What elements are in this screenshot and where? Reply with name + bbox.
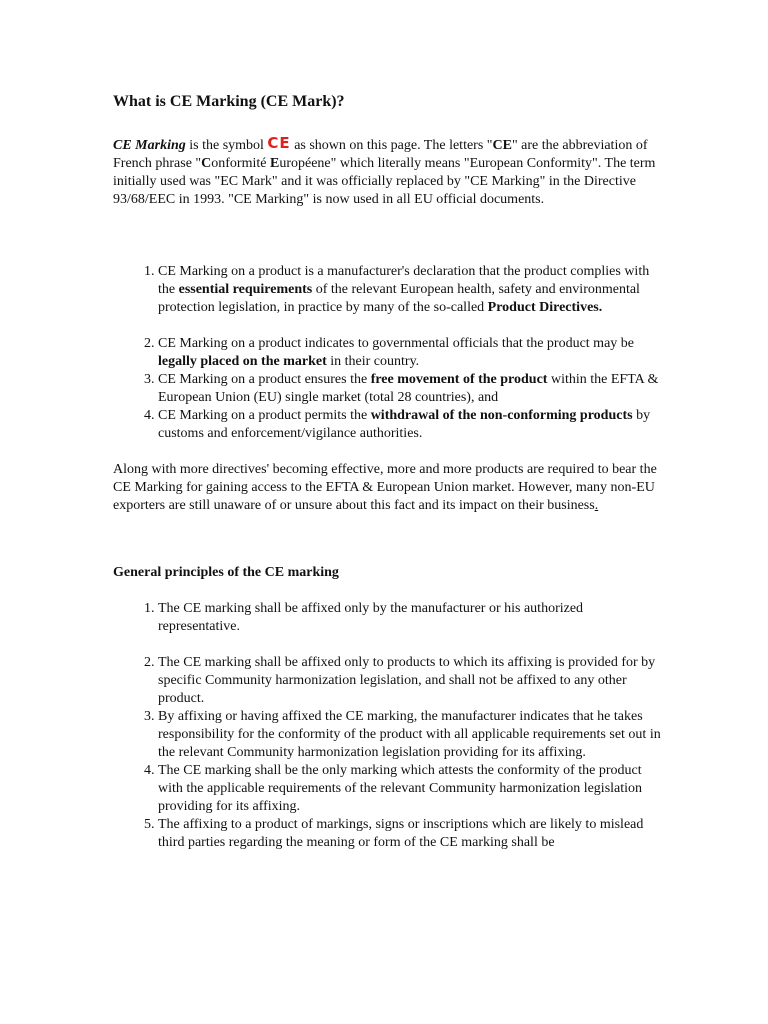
list-item — [158, 263, 661, 317]
intro-text-2: as shown on this page. The letters " — [290, 138, 493, 153]
intro-e-rest: uropéene — [279, 156, 331, 171]
intro-text-3: " are the abbreviation of French phrase " — [113, 138, 648, 171]
list-item-text: CE Marking on a product permits the — [158, 408, 371, 423]
list-item: 3. By affixing or having affixed the CE marking, the manufacturer indicates that he takes responsibility for the conformity of the product with all applicable requirements set out in the relevant Community harmonization legislation providing for its affixing. — [158, 708, 661, 762]
list-item-bold: Product Directives. — [487, 300, 603, 315]
list-item: 4. The CE marking shall be the only marking which attests the conformity of the product with the applicable requirements of the relevant Community harmonization legislation providing for its affixing. — [158, 762, 661, 816]
list-item-text: within the EFTA & European Union (EU) single market (total 28 countries), and — [158, 372, 659, 405]
list-item-text: CE Marking on a product indicates to governmental officials that the product may be — [158, 336, 634, 351]
document-page — [113, 92, 661, 852]
list-item: 5. The affixing to a product of markings, signs or inscriptions which are likely to mislead third parties regarding the meaning or form of the CE marking shall be — [158, 816, 661, 852]
list-item-bold: withdrawal of the non-conforming products — [370, 408, 633, 423]
intro-paragraph — [113, 134, 661, 209]
intro-e-letter: E — [269, 156, 280, 171]
list-item: 1. The CE marking shall be affixed only by the manufacturer or his authorized representative. — [158, 600, 661, 636]
list-item-text: CE Marking on a product is a manufacturer's declaration that the product complies with the — [158, 264, 650, 297]
list-item-text: of the relevant European health, safety and environmental protection legislation, in practice by many of the so-called — [158, 282, 640, 315]
market-access-paragraph — [113, 461, 661, 515]
intro-letters: CE — [492, 138, 512, 153]
intro-c-rest: onformité — [211, 156, 270, 171]
list-item — [158, 371, 661, 407]
intro-text-4: " which literally means "European Conformity". The term initially used was "EC Mark" and it was officially replaced by "CE Marking" in the Directive 93/68/EEC in 1993. "CE Marking" is now used in all EU official documents. — [113, 156, 656, 207]
list-item — [158, 335, 661, 371]
list-item-text: CE Marking on a product ensures the — [158, 372, 371, 387]
intro-term: CE Marking — [113, 138, 186, 153]
ce-marking-benefits-list — [113, 263, 661, 443]
intro-c-letter: C — [201, 156, 212, 171]
list-item-text: in their country. — [326, 354, 420, 369]
section-subtitle: General principles of the CE marking — [113, 565, 339, 580]
page-title: What is CE Marking (CE Mark)? — [113, 93, 345, 110]
ce-symbol-icon: CE — [267, 134, 291, 152]
list-item-bold: essential requirements — [178, 282, 313, 297]
paragraph-end: . — [594, 498, 599, 513]
list-item — [158, 407, 661, 443]
general-principles-list — [113, 600, 661, 852]
list-item-bold: free movement of the product — [370, 372, 548, 387]
paragraph-text: Along with more directives' becoming effective, more and more products are required to bear the CE Marking for gaining access to the EFTA & European Union market. However, many non-EU exporters are still unaware of or unsure about this fact and its impact on their business — [113, 462, 657, 513]
list-item-bold: legally placed on the market — [158, 354, 327, 369]
list-item-text: by customs and enforcement/vigilance authorities. — [158, 408, 651, 441]
intro-text-1: is the symbol — [185, 138, 268, 153]
list-item: 2. The CE marking shall be affixed only to products to which its affixing is provided for by specific Community harmonization legislation, and shall not be affixed to any other product. — [158, 654, 661, 708]
